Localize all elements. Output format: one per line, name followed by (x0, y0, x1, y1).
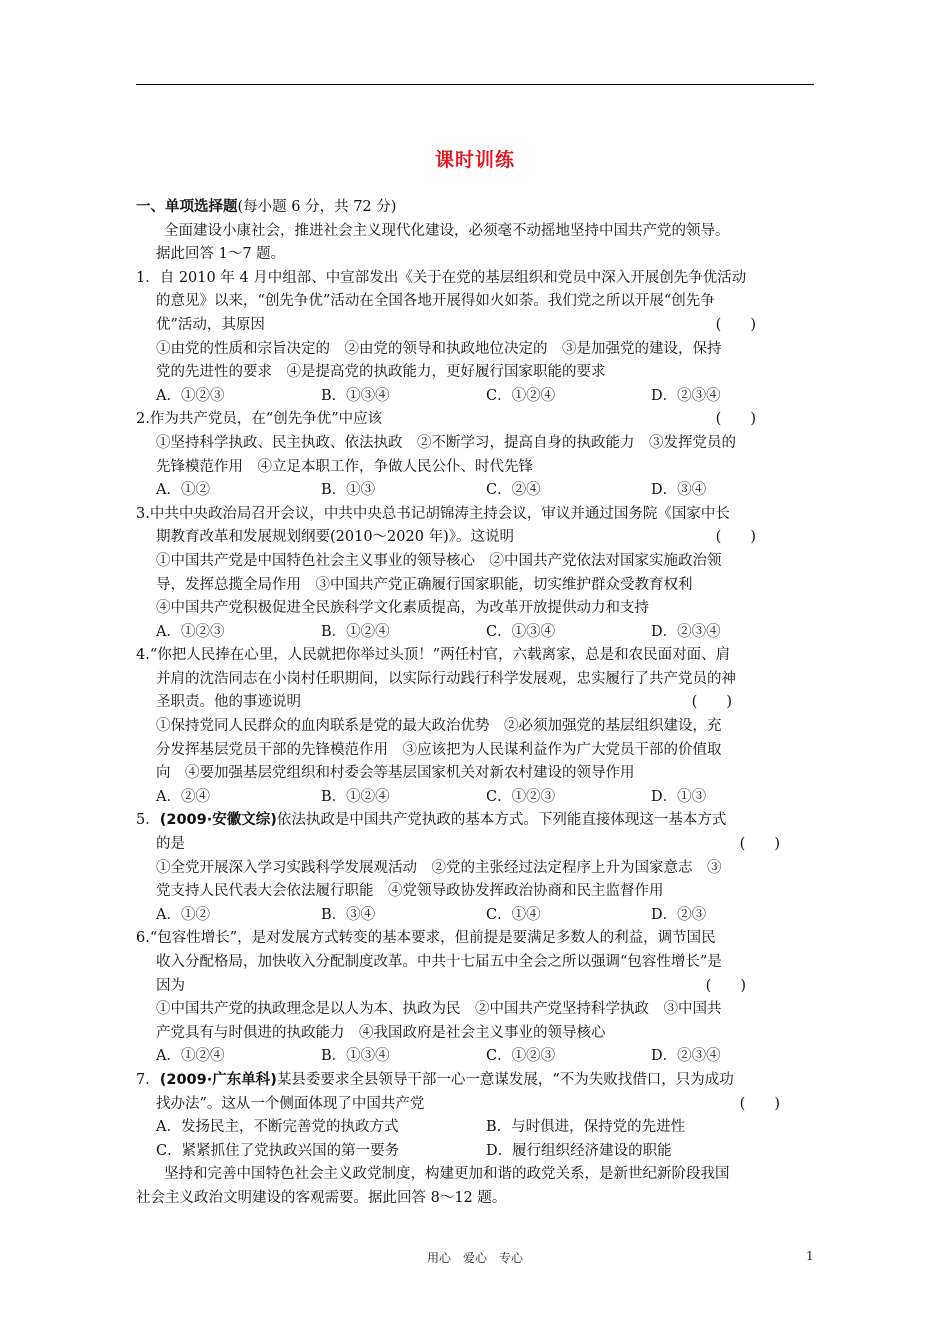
question-text: 6.“包容性增长”，是对发展方式转变的基本要求，但前提是要满足多数人的利益，调节国民 (136, 930, 716, 947)
question-text-row (136, 809, 816, 833)
question-text-row (136, 526, 816, 550)
option-d: D．履行组织经济建设的职能 (486, 1142, 672, 1159)
option-d: D．③④ (651, 482, 707, 499)
statement-line: 分发挥基层党员干部的先锋模范作用 ③应该把为人民谋利益作为广大党员干部的价值取 (156, 741, 722, 758)
option-b: B．与时俱进，保持党的先进性 (486, 1119, 686, 1136)
question-text: 3.中共中央政治局召开会议，中共中央总书记胡锦涛主持会议，审议并通过国务院《国家中长 (136, 505, 730, 522)
question-text: 1．自 2010 年 4 月中组部、中宣部发出《关于在党的基层组织和党员中深入开展创先争优活动 (136, 269, 747, 286)
section-heading (136, 196, 816, 220)
option-b: B．①②④ (321, 788, 390, 805)
answer-options (136, 904, 816, 928)
option-c: C．②④ (486, 482, 541, 499)
statement-line: 党的先进性的要求 ④是提高党的执政能力，更好履行国家职能的要求 (156, 364, 606, 381)
statement-line: ①中国共产党是中国特色社会主义事业的领导核心 ②中国共产党依法对国家实施政治领 (156, 552, 722, 569)
question-text-row (136, 691, 816, 715)
statement-line: ④中国共产党积极促进全民族科学文化素质提高，为改革开放提供动力和支持 (156, 600, 649, 617)
question-text-row (136, 1069, 816, 1093)
question-source: (2009·安徽文综) (159, 812, 277, 829)
statement-line: 先锋模范作用 ④立足本职工作，争做人民公仆、时代先锋 (156, 458, 533, 475)
page-number: 1 (806, 1249, 814, 1263)
option-b: B．③④ (321, 906, 376, 923)
option-a: A．②④ (156, 788, 210, 805)
answer-options (136, 385, 816, 409)
question-source: (2009·广东单科) (159, 1071, 277, 1088)
page-title: 课时训练 (434, 149, 515, 171)
option-b: B．①③④ (321, 387, 390, 404)
answer-options (136, 479, 816, 503)
answer-blank: ( ) (691, 694, 732, 711)
question-text: 的意见》以来，“创先争优”活动在全国各地开展得如火如荼。我们党之所以开展“创先争 (156, 293, 715, 310)
answer-blank: ( ) (715, 316, 756, 333)
answer-options (136, 1045, 816, 1069)
question-text-row (136, 833, 816, 857)
answer-blank: ( ) (715, 529, 756, 546)
question-text-row (136, 1093, 816, 1117)
question-text: 找办法”。这从一个侧面体现了中国共产党 (156, 1095, 425, 1112)
question-1 (136, 267, 816, 409)
statement-line: ①坚持科学执政、民主执政、依法执政 ②不断学习，提高自身的执政能力 ③发挥党员的 (156, 434, 736, 451)
option-c: C．①②④ (486, 387, 556, 404)
section-heading-note: (每小题 6 分，共 72 分) (237, 199, 397, 215)
answer-options (136, 621, 816, 645)
statement-line: ①由党的性质和宗旨决定的 ②由党的领导和执政地位决定的 ③是加强党的建设，保持 (156, 340, 722, 357)
question-6 (136, 927, 816, 1069)
statement-line: 党支持人民代表大会依法履行职能 ④党领导政协发挥政治协商和民主监督作用 (156, 883, 664, 900)
question-number: 7． (136, 1071, 160, 1088)
option-d: D．②③④ (651, 1048, 721, 1065)
option-b: B．①③④ (321, 1048, 390, 1065)
header-rule (136, 84, 814, 85)
option-c: C．紧紧抓住了党执政兴国的第一要务 (156, 1142, 400, 1159)
statement-line: 产党具有与时俱进的执政能力 ④我国政府是社会主义事业的领导核心 (156, 1024, 606, 1041)
question-text: 2.作为共产党员，在“创先争优”中应该 (136, 411, 383, 428)
document-body (136, 196, 816, 1211)
option-a: A．①② (156, 482, 210, 499)
option-b: B．①③ (321, 482, 376, 499)
intro-line: 据此回答 1～7 题。 (156, 246, 286, 263)
question-7 (136, 1069, 816, 1163)
question-4 (136, 644, 816, 809)
question-text-row (136, 408, 816, 432)
question-text: 收入分配格局，加快收入分配制度改革。中共十七届五中全会之所以强调“包容性增长”是 (156, 954, 722, 970)
option-a: A．发扬民主，不断完善党的执政方式 (156, 1119, 399, 1136)
answer-options (136, 786, 816, 810)
option-a: A．①② (156, 906, 210, 923)
question-5 (136, 809, 816, 927)
question-text: 依法执政是中国共产党执政的基本方式。下列能直接体现这一基本方式 (276, 812, 727, 829)
intro-line: 坚持和完善中国特色社会主义政党制度，构建更加和谐的政党关系，是新世纪新阶段我国 (164, 1166, 730, 1183)
question-text-row (136, 314, 816, 338)
page-footer: 用心 爱心 专心 (426, 1251, 523, 1265)
section-heading-label: 一、单项选择题 (136, 199, 238, 215)
question-text: 某县委要求全县领导干部一心一意谋发展，“不为失败找借口，只为成功 (276, 1071, 734, 1088)
answer-blank: ( ) (739, 836, 780, 853)
question-text: 4.“你把人民捧在心里，人民就把你举过头顶！”两任村官，六载离家，总是和农民面对面、肩 (136, 647, 731, 664)
question-text: 期教育改革和发展规划纲要(2010～2020 年)》。这说明 (156, 529, 514, 546)
option-a: A．①②③ (156, 387, 225, 404)
option-b: B．①②④ (321, 623, 390, 640)
option-d: D．②③ (651, 906, 707, 923)
statement-line: 向 ④要加强基层党组织和村委会等基层国家机关对新农村建设的领导作用 (156, 765, 635, 782)
answer-options (136, 1140, 816, 1164)
question-3 (136, 503, 816, 645)
question-text-row (136, 975, 816, 999)
question-text: 优”活动，其原因 (156, 316, 265, 333)
option-c: C．①②③ (486, 1048, 556, 1065)
option-d: D．②③④ (651, 387, 721, 404)
answer-blank: ( ) (705, 977, 746, 994)
question-text: 并肩的沈浩同志在小岗村任职期间，以实际行动践行科学发展观，忠实履行了共产党员的神 (156, 670, 736, 687)
answer-blank: ( ) (739, 1095, 780, 1112)
question-text: 的是 (156, 836, 185, 853)
question-text: 因为 (156, 977, 185, 994)
option-c: C．①②③ (486, 788, 556, 805)
question-text: 圣职责。他的事迹说明 (156, 694, 301, 711)
option-a: A．①②④ (156, 1048, 225, 1065)
answer-options (136, 1116, 816, 1140)
option-c: C．①④ (486, 906, 541, 923)
option-d: D．①③ (651, 788, 707, 805)
intro-line: 全面建设小康社会，推进社会主义现代化建设，必须毫不动摇地坚持中国共产党的领导。 (164, 222, 730, 239)
statement-line: ①保持党同人民群众的血肉联系是党的最大政治优势 ②必须加强党的基层组织建设，充 (156, 718, 722, 735)
answer-blank: ( ) (715, 411, 756, 428)
option-a: A．①②③ (156, 623, 225, 640)
statement-line: ①全党开展深入学习实践科学发展观活动 ②党的主张经过法定程序上升为国家意志 ③ (156, 859, 722, 876)
question-number: 5． (136, 812, 160, 829)
option-c: C．①③④ (486, 623, 556, 640)
question-2 (136, 408, 816, 502)
statement-line: 导，发挥总揽全局作用 ③中国共产党正确履行国家职能，切实维护群众受教育权利 (156, 576, 693, 593)
intro-line: 社会主义政治文明建设的客观需要。据此回答 8～12 题。 (136, 1189, 507, 1206)
statement-line: ①中国共产党的执政理念是以人为本、执政为民 ②中国共产党坚持科学执政 ③中国共 (156, 1001, 722, 1018)
option-d: D．②③④ (651, 623, 721, 640)
